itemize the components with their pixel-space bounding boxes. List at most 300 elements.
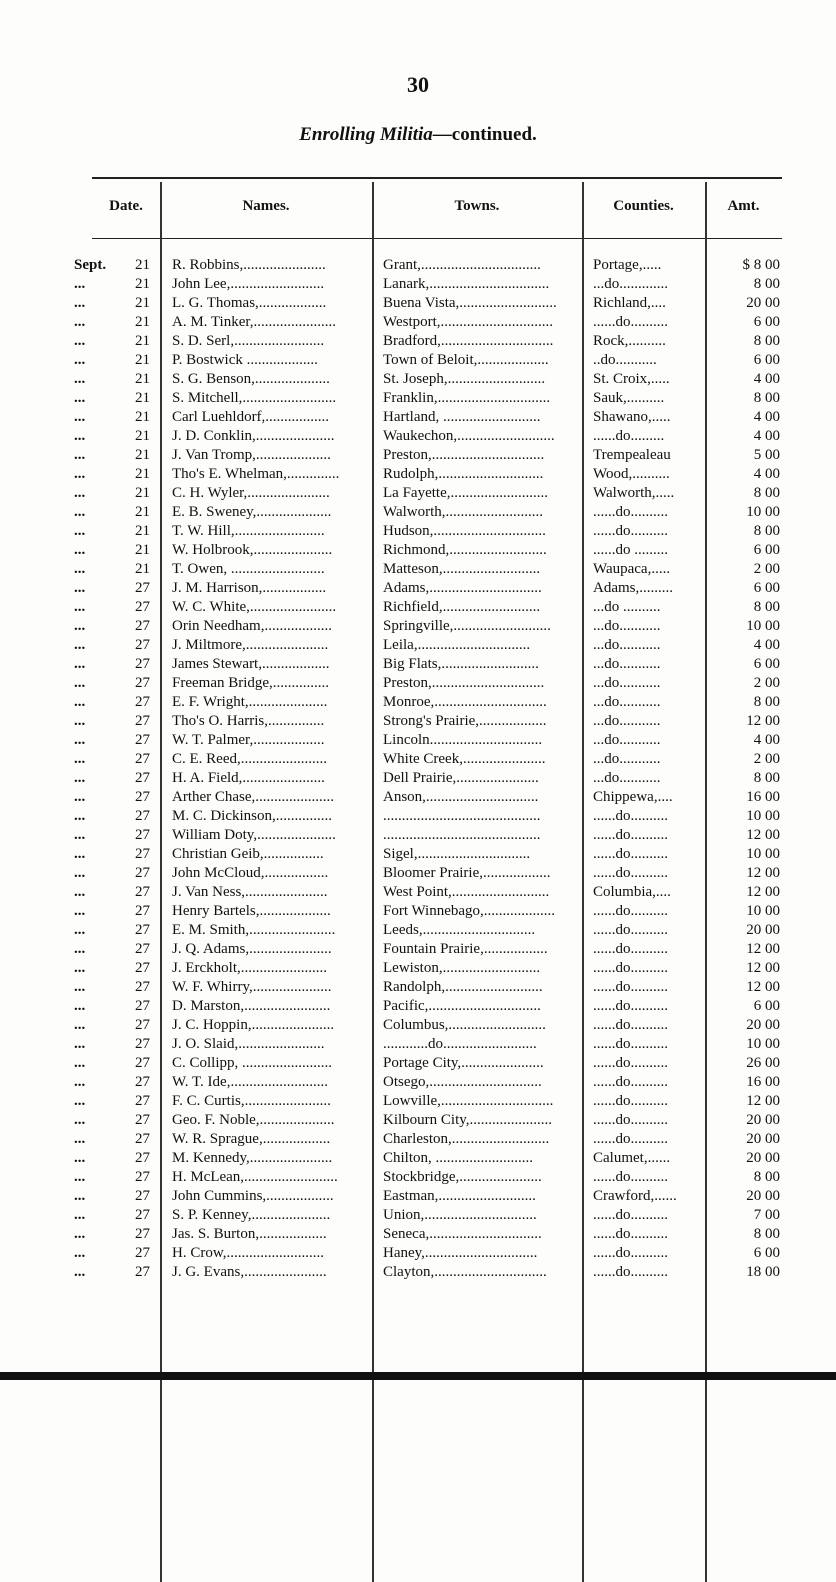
row-day: 27 — [135, 675, 150, 691]
row-day: 27 — [135, 884, 150, 900]
row-name: John Cummins,.................. — [172, 1188, 334, 1204]
row-day: 21 — [135, 428, 150, 444]
row-name: Carl Luehldorf,................. — [172, 409, 330, 425]
row-name: S. Mitchell,......................... — [172, 390, 337, 406]
row-day: 27 — [135, 1264, 150, 1280]
table-row — [0, 1244, 836, 1263]
row-amount: 8 00 — [753, 1226, 780, 1242]
row-day: 27 — [135, 1207, 150, 1223]
row-name: H. McLean,......................... — [172, 1169, 338, 1185]
row-day: 21 — [135, 447, 150, 463]
row-month: ... — [74, 1036, 86, 1052]
row-county: Crawford,...... — [593, 1188, 677, 1204]
row-county: Wood,.......... — [593, 466, 670, 482]
row-amount: 20 00 — [746, 1112, 780, 1128]
row-amount: 12 00 — [746, 1093, 780, 1109]
table-row — [0, 750, 836, 769]
row-amount: 8 00 — [753, 1169, 780, 1185]
row-name: J. G. Evans,...................... — [172, 1264, 327, 1280]
row-amount: 8 00 — [753, 599, 780, 615]
row-day: 21 — [135, 314, 150, 330]
row-amount: 6 00 — [753, 580, 780, 596]
row-county: ......do.......... — [593, 314, 668, 330]
row-name: S. G. Benson,.................... — [172, 371, 330, 387]
row-month: ... — [74, 1131, 86, 1147]
row-county: Adams,......... — [593, 580, 673, 596]
row-county: Calumet,...... — [593, 1150, 671, 1166]
row-name: Freeman Bridge,............... — [172, 675, 330, 691]
table-row — [0, 1111, 836, 1130]
table-row — [0, 560, 836, 579]
row-month: ... — [74, 1188, 86, 1204]
row-day: 27 — [135, 1150, 150, 1166]
row-county: ......do.......... — [593, 903, 668, 919]
row-name: E. B. Sweney,.................... — [172, 504, 332, 520]
table-row — [0, 1130, 836, 1149]
row-day: 27 — [135, 770, 150, 786]
row-day: 27 — [135, 998, 150, 1014]
row-town: Leeds,.............................. — [383, 922, 536, 938]
row-county: Trempealeau — [593, 447, 671, 463]
table-row — [0, 256, 836, 275]
row-name: W. F. Whirry,..................... — [172, 979, 332, 995]
row-town: Columbus,.......................... — [383, 1017, 546, 1033]
row-town: Seneca,.............................. — [383, 1226, 542, 1242]
row-name: William Doty,..................... — [172, 827, 336, 843]
row-county: ......do.......... — [593, 1093, 668, 1109]
row-amount: 4 00 — [753, 466, 780, 482]
row-day: 27 — [135, 1036, 150, 1052]
title-rest: —continued. — [432, 124, 537, 145]
row-county: ......do.......... — [593, 865, 668, 881]
row-name: H. Crow,.......................... — [172, 1245, 324, 1261]
row-month: ... — [74, 675, 86, 691]
row-month: ... — [74, 523, 86, 539]
row-town: Lowville,.............................. — [383, 1093, 554, 1109]
table-row — [0, 978, 836, 997]
row-amount: 20 00 — [746, 1017, 780, 1033]
row-name: D. Marston,....................... — [172, 998, 331, 1014]
row-county: ...do........... — [593, 713, 661, 729]
row-day: 27 — [135, 1074, 150, 1090]
row-month: ... — [74, 770, 86, 786]
row-day: 27 — [135, 618, 150, 634]
row-day: 21 — [135, 409, 150, 425]
row-name: M. C. Dickinson,............... — [172, 808, 333, 824]
row-day: 27 — [135, 1169, 150, 1185]
row-month: ... — [74, 428, 86, 444]
row-amount: 20 00 — [746, 1131, 780, 1147]
table-row — [0, 940, 836, 959]
row-month: ... — [74, 542, 86, 558]
row-name: J. Van Tromp,.................... — [172, 447, 331, 463]
table-row — [0, 1016, 836, 1035]
row-amount: 4 00 — [753, 732, 780, 748]
row-town: Dell Prairie,...................... — [383, 770, 539, 786]
table-row — [0, 788, 836, 807]
row-county: Walworth,..... — [593, 485, 675, 501]
table-row — [0, 864, 836, 883]
row-month: ... — [74, 1207, 86, 1223]
row-day: 27 — [135, 751, 150, 767]
row-amount: 10 00 — [746, 504, 780, 520]
row-county: ......do.......... — [593, 1074, 668, 1090]
table-row — [0, 655, 836, 674]
table-row — [0, 959, 836, 978]
table-row — [0, 883, 836, 902]
row-day: 21 — [135, 276, 150, 292]
row-town: Franklin,.............................. — [383, 390, 551, 406]
row-county: Shawano,..... — [593, 409, 671, 425]
row-day: 27 — [135, 1188, 150, 1204]
row-amount: 20 00 — [746, 295, 780, 311]
row-month: ... — [74, 276, 86, 292]
row-amount: 7 00 — [753, 1207, 780, 1223]
enrollment-table-body — [0, 256, 836, 1282]
table-row — [0, 921, 836, 940]
row-day: 27 — [135, 599, 150, 615]
table-row — [0, 617, 836, 636]
table-row — [0, 370, 836, 389]
row-county: Columbia,.... — [593, 884, 671, 900]
row-county: ......do.......... — [593, 846, 668, 862]
row-county: ......do.......... — [593, 523, 668, 539]
row-day: 27 — [135, 865, 150, 881]
row-amount: 5 00 — [753, 447, 780, 463]
table-row — [0, 769, 836, 788]
row-day: 27 — [135, 922, 150, 938]
row-amount: 20 00 — [746, 1150, 780, 1166]
row-day: 27 — [135, 827, 150, 843]
row-county: ...do .......... — [593, 599, 661, 615]
row-town: Lincoln.............................. — [383, 732, 543, 748]
row-name: Arther Chase,..................... — [172, 789, 335, 805]
row-month: ... — [74, 1226, 86, 1242]
row-town: Matteson,.......................... — [383, 561, 541, 577]
row-month: ... — [74, 789, 86, 805]
row-month: ... — [74, 1093, 86, 1109]
row-town: Preston,.............................. — [383, 675, 545, 691]
row-town: Buena Vista,.......................... — [383, 295, 557, 311]
row-county: ...do........... — [593, 770, 661, 786]
row-amount: 26 00 — [746, 1055, 780, 1071]
row-county: ...do........... — [593, 637, 661, 653]
row-county: ......do.......... — [593, 504, 668, 520]
row-day: 27 — [135, 732, 150, 748]
row-amount: 12 00 — [746, 884, 780, 900]
row-county: Rock,.......... — [593, 333, 666, 349]
row-town: Strong's Prairie,.................. — [383, 713, 547, 729]
row-town: Waukechon,.......................... — [383, 428, 555, 444]
row-name: J. C. Hoppin,...................... — [172, 1017, 335, 1033]
row-name: J. Van Ness,...................... — [172, 884, 328, 900]
table-row — [0, 484, 836, 503]
row-town: Big Flats,.......................... — [383, 656, 539, 672]
row-day: 27 — [135, 713, 150, 729]
row-month: ... — [74, 922, 86, 938]
row-town: Anson,.............................. — [383, 789, 539, 805]
row-name: Geo. F. Noble,.................... — [172, 1112, 335, 1128]
header-date: Date. — [109, 198, 143, 214]
row-month: Sept. — [74, 257, 107, 273]
row-amount: 12 00 — [746, 865, 780, 881]
table-row — [0, 1263, 836, 1282]
table-row — [0, 1187, 836, 1206]
table-top-rule — [92, 177, 782, 179]
row-name: James Stewart,.................. — [172, 656, 330, 672]
row-name: L. G. Thomas,.................. — [172, 295, 327, 311]
row-month: ... — [74, 333, 86, 349]
row-month: ... — [74, 884, 86, 900]
header-names: Names. — [242, 198, 290, 214]
row-county: ...do........... — [593, 732, 661, 748]
row-name: C. H. Wyler,...................... — [172, 485, 330, 501]
row-day: 27 — [135, 1226, 150, 1242]
row-month: ... — [74, 314, 86, 330]
row-amount: 6 00 — [753, 1245, 780, 1261]
row-county: ...do........... — [593, 618, 661, 634]
row-name: E. M. Smith,....................... — [172, 922, 336, 938]
row-county: ...do............. — [593, 276, 668, 292]
row-day: 21 — [135, 542, 150, 558]
row-name: John McCloud,................. — [172, 865, 329, 881]
row-county: ......do.......... — [593, 1245, 668, 1261]
row-month: ... — [74, 352, 86, 368]
row-county: ......do.......... — [593, 922, 668, 938]
table-row — [0, 1168, 836, 1187]
row-month: ... — [74, 371, 86, 387]
table-row — [0, 807, 836, 826]
row-town: Lanark,................................ — [383, 276, 550, 292]
row-town: Kilbourn City,...................... — [383, 1112, 553, 1128]
row-town: Pacific,.............................. — [383, 998, 541, 1014]
row-town: St. Joseph,.......................... — [383, 371, 546, 387]
row-name: John Lee,......................... — [172, 276, 325, 292]
row-day: 27 — [135, 808, 150, 824]
row-month: ... — [74, 561, 86, 577]
table-row — [0, 1206, 836, 1225]
table-row — [0, 1035, 836, 1054]
table-row — [0, 465, 836, 484]
row-month: ... — [74, 1150, 86, 1166]
row-name: W. T. Ide,.......................... — [172, 1074, 328, 1090]
row-town: Walworth,.......................... — [383, 504, 544, 520]
table-row — [0, 446, 836, 465]
row-town: Lewiston,.......................... — [383, 960, 541, 976]
row-name: J. Miltmore,...................... — [172, 637, 329, 653]
row-town: West Point,.......................... — [383, 884, 550, 900]
row-county: ......do.......... — [593, 1036, 668, 1052]
row-month: ... — [74, 1112, 86, 1128]
table-row — [0, 636, 836, 655]
row-county: ...do........... — [593, 675, 661, 691]
row-month: ... — [74, 1264, 86, 1280]
row-name: Henry Bartels,................... — [172, 903, 331, 919]
row-day: 21 — [135, 504, 150, 520]
table-row — [0, 1225, 836, 1244]
row-name: J. Q. Adams,...................... — [172, 941, 332, 957]
row-town: Preston,.............................. — [383, 447, 545, 463]
row-town: Leila,.............................. — [383, 637, 531, 653]
row-month: ... — [74, 390, 86, 406]
table-row — [0, 332, 836, 351]
row-amount: 4 00 — [753, 409, 780, 425]
row-month: ... — [74, 409, 86, 425]
row-month: ... — [74, 447, 86, 463]
page-title — [0, 124, 836, 146]
row-town: Grant,................................ — [383, 257, 541, 273]
table-row — [0, 427, 836, 446]
row-name: Orin Needham,.................. — [172, 618, 332, 634]
header-counties: Counties. — [613, 198, 674, 214]
row-town: Clayton,.............................. — [383, 1264, 547, 1280]
table-row — [0, 1054, 836, 1073]
row-county: St. Croix,..... — [593, 371, 670, 387]
row-amount: 12 00 — [746, 827, 780, 843]
row-name: J. Erckholt,....................... — [172, 960, 327, 976]
page-number: 30 — [407, 72, 429, 97]
row-county: ......do.......... — [593, 1264, 668, 1280]
row-county: ......do.......... — [593, 808, 668, 824]
row-county: Chippewa,.... — [593, 789, 673, 805]
row-name: Jas. S. Burton,.................. — [172, 1226, 327, 1242]
row-day: 27 — [135, 1131, 150, 1147]
row-town: .......................................... — [383, 827, 541, 843]
table-row — [0, 826, 836, 845]
row-amount: 6 00 — [753, 998, 780, 1014]
row-county: ......do.......... — [593, 1017, 668, 1033]
row-county: ......do.......... — [593, 827, 668, 843]
row-month: ... — [74, 1074, 86, 1090]
row-month: ... — [74, 637, 86, 653]
row-amount: 12 00 — [746, 960, 780, 976]
row-town: Springville,.......................... — [383, 618, 551, 634]
row-month: ... — [74, 865, 86, 881]
row-town: Eastman,.......................... — [383, 1188, 536, 1204]
row-amount: 4 00 — [753, 637, 780, 653]
row-month: ... — [74, 998, 86, 1014]
row-month: ... — [74, 1169, 86, 1185]
row-day: 27 — [135, 1112, 150, 1128]
row-day: 21 — [135, 390, 150, 406]
row-county: Richland,.... — [593, 295, 666, 311]
row-amount: 16 00 — [746, 1074, 780, 1090]
row-amount: 12 00 — [746, 979, 780, 995]
row-county: Sauk,.......... — [593, 390, 665, 406]
table-row — [0, 693, 836, 712]
table-row — [0, 1092, 836, 1111]
row-town: Richfield,.......................... — [383, 599, 541, 615]
table-row — [0, 1073, 836, 1092]
row-amount: 10 00 — [746, 846, 780, 862]
row-month: ... — [74, 485, 86, 501]
row-month: ... — [74, 504, 86, 520]
title-italic: Enrolling Militia — [299, 124, 433, 145]
row-town: Town of Beloit,................... — [383, 352, 549, 368]
row-amount: 18 00 — [746, 1264, 780, 1280]
row-day: 27 — [135, 941, 150, 957]
row-name: S. D. Serl,........................ — [172, 333, 325, 349]
row-name: A. M. Tinker,...................... — [172, 314, 337, 330]
row-name: W. R. Sprague,.................. — [172, 1131, 331, 1147]
table-row — [0, 313, 836, 332]
row-day: 27 — [135, 903, 150, 919]
row-county: ......do ......... — [593, 542, 668, 558]
row-month: ... — [74, 827, 86, 843]
header-bottom-rule — [92, 238, 782, 239]
header-amount: Amt. — [727, 198, 760, 214]
row-month: ... — [74, 599, 86, 615]
row-name: P. Bostwick ................... — [172, 352, 318, 368]
row-county: ...do........... — [593, 656, 661, 672]
row-amount: 12 00 — [746, 941, 780, 957]
row-amount: 4 00 — [753, 371, 780, 387]
row-day: 27 — [135, 1055, 150, 1071]
row-town: Portage City,...................... — [383, 1055, 544, 1071]
row-amount: 20 00 — [746, 1188, 780, 1204]
row-month: ... — [74, 979, 86, 995]
row-county: ......do......... — [593, 428, 665, 444]
row-county: ......do.......... — [593, 1207, 668, 1223]
table-row — [0, 275, 836, 294]
row-name: W. C. White,....................... — [172, 599, 337, 615]
row-month: ... — [74, 713, 86, 729]
table-row — [0, 351, 836, 370]
row-month: ... — [74, 656, 86, 672]
row-town: Hudson,.............................. — [383, 523, 546, 539]
table-row — [0, 408, 836, 427]
row-name: Tho's O. Harris,............... — [172, 713, 325, 729]
row-name: J. M. Harrison,................. — [172, 580, 327, 596]
table-row — [0, 294, 836, 313]
row-month: ... — [74, 295, 86, 311]
table-row — [0, 712, 836, 731]
row-name: C. E. Reed,....................... — [172, 751, 327, 767]
row-town: Stockbridge,...................... — [383, 1169, 542, 1185]
row-name: Tho's E. Whelman,.............. — [172, 466, 340, 482]
row-town: White Creek,...................... — [383, 751, 546, 767]
row-amount: 8 00 — [753, 770, 780, 786]
row-town: ............do......................... — [383, 1036, 537, 1052]
row-town: Westport,.............................. — [383, 314, 554, 330]
row-day: 27 — [135, 979, 150, 995]
row-day: 27 — [135, 846, 150, 862]
row-name: J. O. Slaid,....................... — [172, 1036, 325, 1052]
row-town: Union,.............................. — [383, 1207, 537, 1223]
row-town: Randolph,.......................... — [383, 979, 543, 995]
row-day: 21 — [135, 333, 150, 349]
row-amount: 4 00 — [753, 428, 780, 444]
row-day: 27 — [135, 656, 150, 672]
row-amount: 8 00 — [753, 390, 780, 406]
row-amount: 6 00 — [753, 656, 780, 672]
table-row — [0, 902, 836, 921]
row-amount: 2 00 — [753, 561, 780, 577]
row-day: 27 — [135, 637, 150, 653]
table-row — [0, 541, 836, 560]
row-amount: 6 00 — [753, 352, 780, 368]
row-town: .......................................... — [383, 808, 541, 824]
row-amount: 10 00 — [746, 808, 780, 824]
row-town: Monroe,.............................. — [383, 694, 547, 710]
row-county: ......do.......... — [593, 1226, 668, 1242]
row-town: Sigel,.............................. — [383, 846, 531, 862]
row-name: Christian Geib,................ — [172, 846, 324, 862]
row-day: 27 — [135, 1245, 150, 1261]
row-amount: 8 00 — [753, 523, 780, 539]
row-name: T. Owen, ......................... — [172, 561, 325, 577]
row-town: Fountain Prairie,................. — [383, 941, 548, 957]
